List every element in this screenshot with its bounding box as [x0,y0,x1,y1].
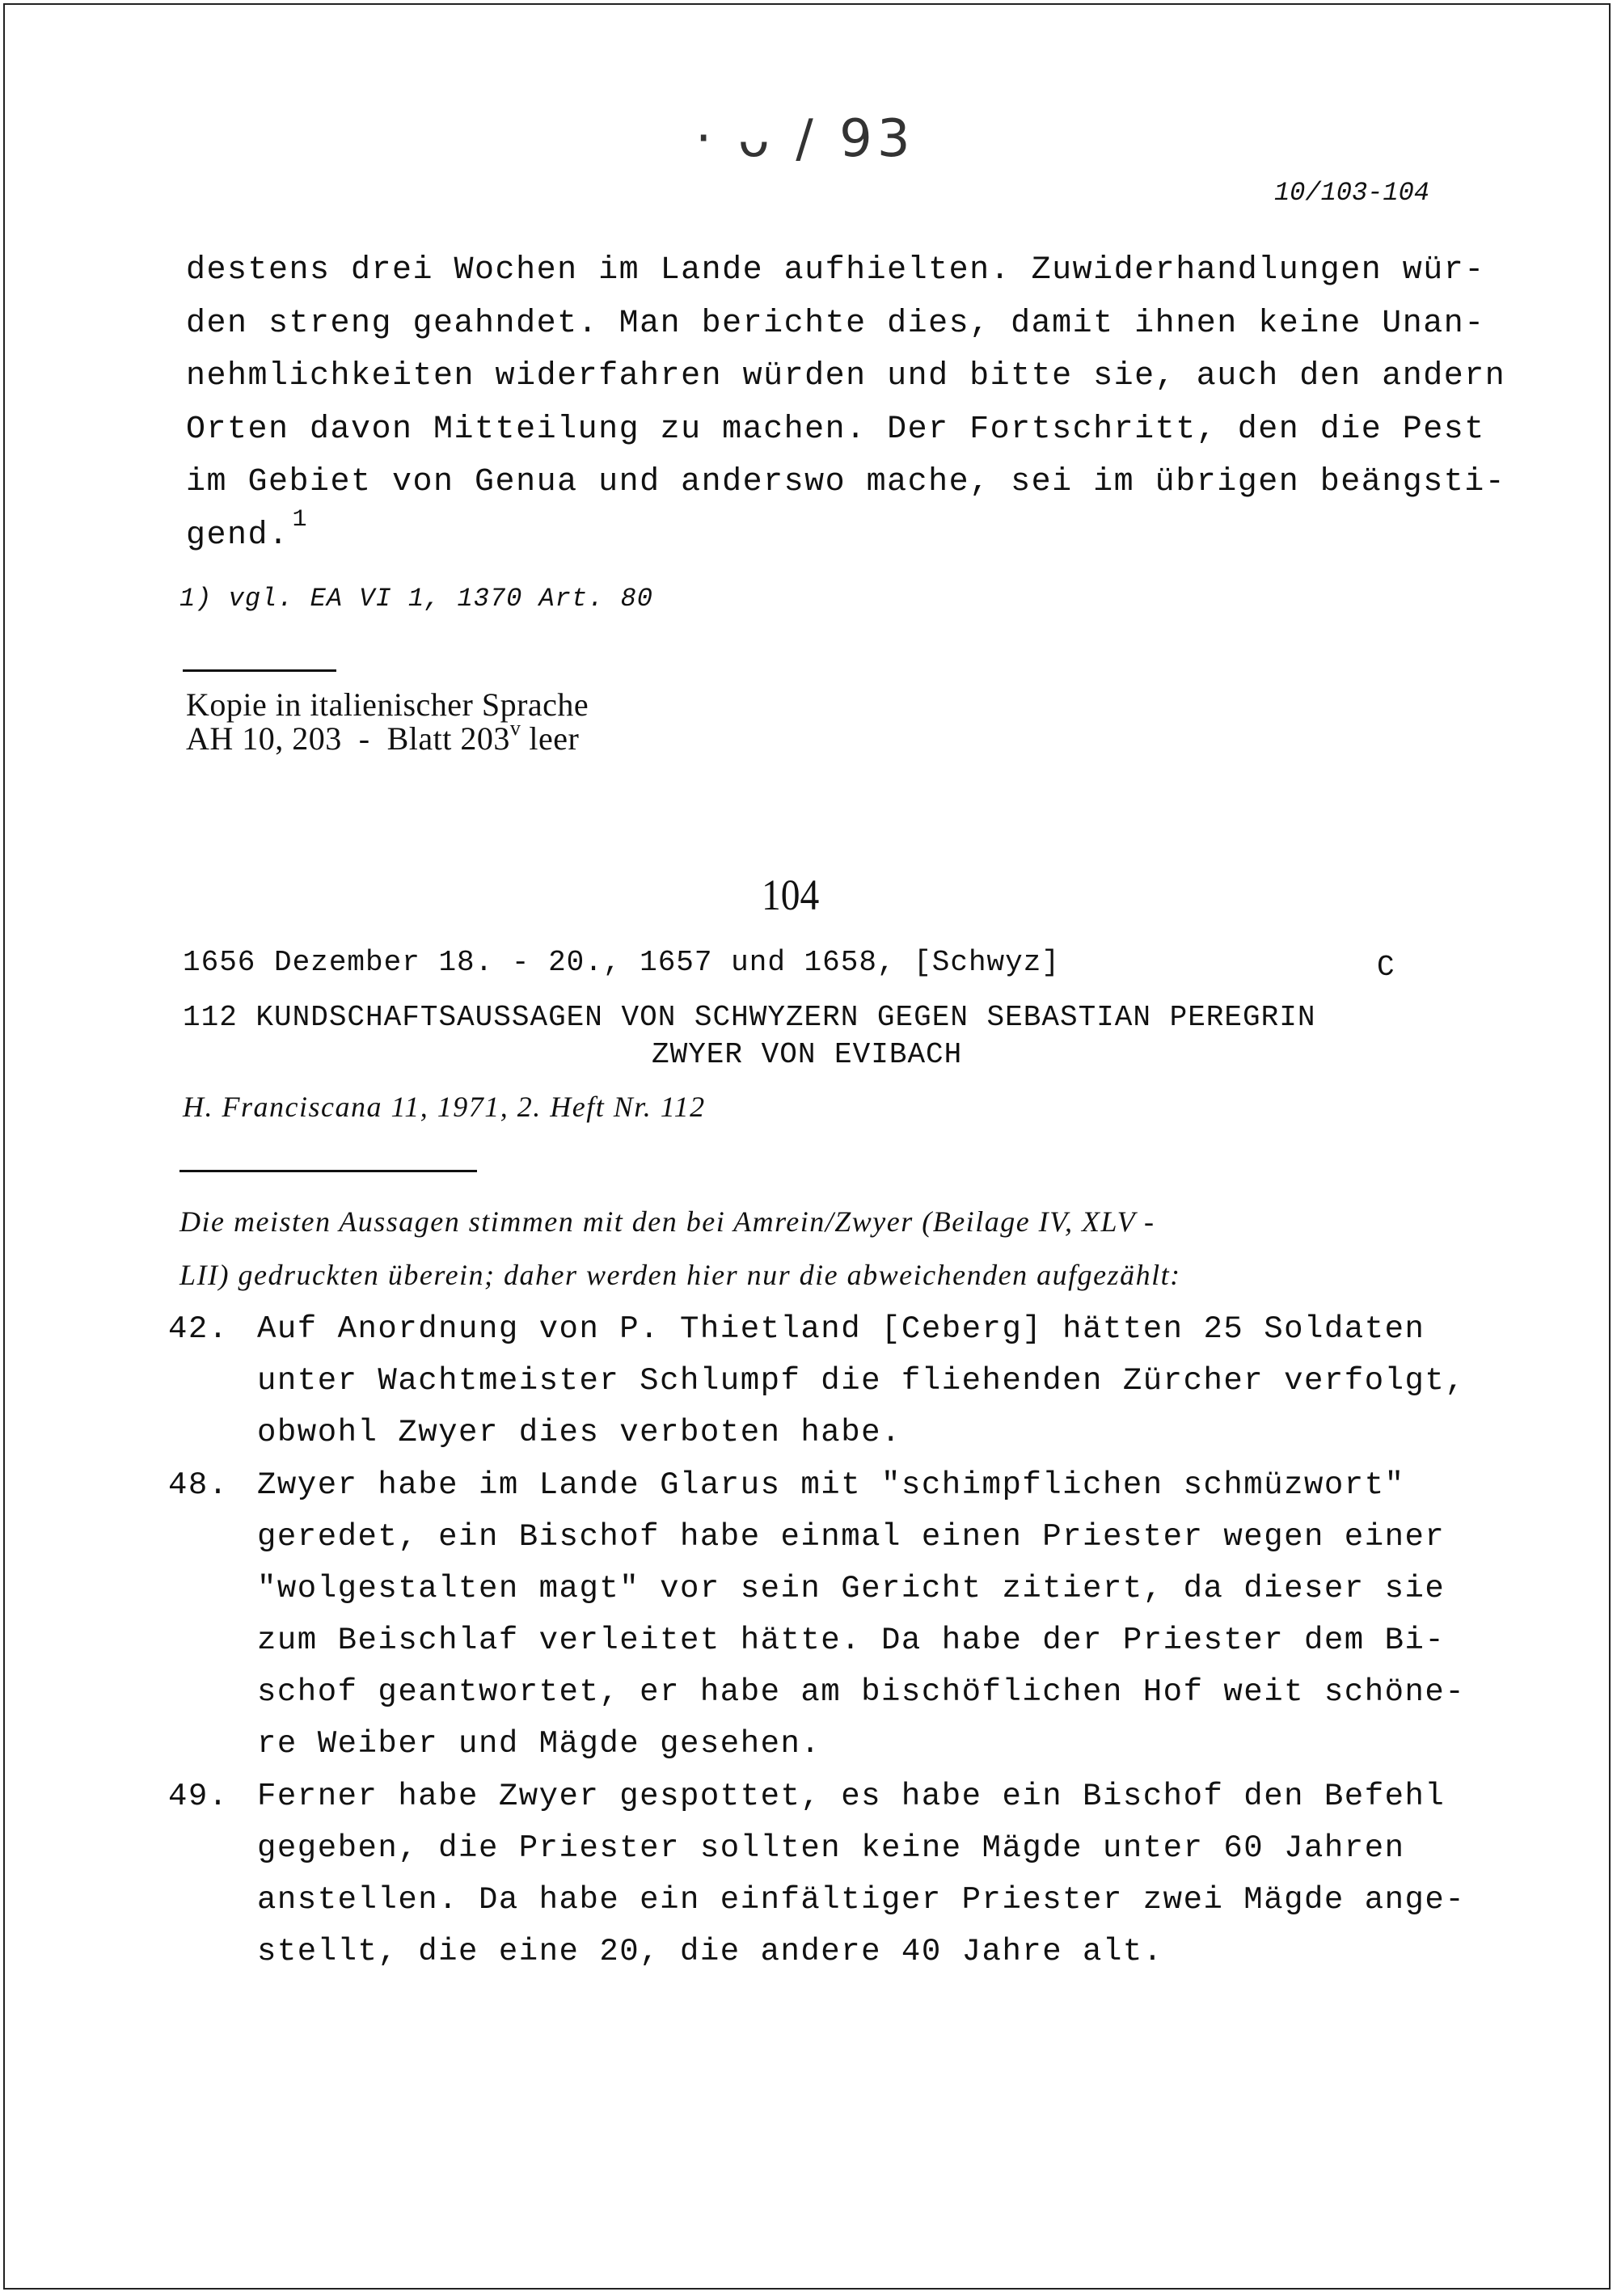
footnote-marker: 1 [292,506,309,534]
intro-line: im Gebiet von Genua und anderswo mache, sei im übrigen beängsti- [186,464,1506,500]
item-line: schof geantwortet, er habe am bischöflichen Hof weit schöne- [257,1674,1466,1710]
item-line: unter Wachtmeister Schlumpf die fliehenden Zürcher verfolgt, [257,1363,1466,1399]
note-line: LII) gedruckten überein; daher werden hier nur die abweichenden aufgezählt: [179,1259,1181,1291]
page-reference: 10/103-104 [1273,178,1429,208]
item-line: obwohl Zwyer dies verboten habe. [257,1415,901,1450]
intro-line: Orten davon Mitteilung zu machen. Der Fortschritt, den die Pest [186,412,1485,448]
document-number: 104 [762,871,820,919]
copy-note-line1: Kopie in italienischer Sprache [186,686,589,723]
item-line: Ferner habe Zwyer gespottet, es habe ein Bischof den Befehl [257,1779,1446,1814]
header-divider [179,1170,477,1172]
verso-mark: v [509,716,521,740]
header-letter: C [1377,951,1395,984]
item-number: 49. [168,1779,229,1814]
item-line: "wolgestalten magt" vor sein Gericht zitiert, da dieser sie [257,1571,1446,1606]
handwritten-annotation: · ᴗ ∕ 93 [695,109,915,169]
item-number: 42. [168,1311,229,1347]
copy-note-line2 [186,716,580,758]
header-title-line1: 112 KUNDSCHAFTSAUSSAGEN VON SCHWYZERN GEGEN SEBASTIAN PEREGRIN [183,1001,1316,1034]
item-line: gegeben, die Priester sollten keine Mägde unter 60 Jahren [257,1830,1405,1866]
note-line: Die meisten Aussagen stimmen mit den bei Amrein/Zwyer (Beilage IV, XLV - [179,1205,1155,1238]
item-line: Zwyer habe im Lande Glarus mit "schimpflichen schmüzwort" [257,1467,1405,1503]
item-number: 48. [168,1467,229,1503]
item-line: zum Beischlaf verleitet hätte. Da habe der Priester dem Bi- [257,1623,1446,1658]
item-line: stellt, die eine 20, die andere 40 Jahre alt. [257,1934,1163,1969]
intro-last-line [186,506,309,554]
header-date-place: 1656 Dezember 18. - 20., 1657 und 1658, [Schwyz] [183,946,1060,979]
copy-note-ref: AH 10, 203 - Blatt 203 [186,720,510,757]
item-line: anstellen. Da habe ein einfältiger Priester zwei Mägde ange- [257,1882,1466,1918]
copy-note-leer: leer [529,720,580,757]
intro-line: nehmlichkeiten widerfahren würden und bitte sie, auch den andern [186,358,1506,395]
intro-line: den streng geahndet. Man berichte dies, damit ihnen keine Unan- [186,306,1485,342]
item-line: geredet, ein Bischof habe einmal einen Priester wegen einer [257,1519,1446,1555]
header-title-line2: ZWYER VON EVIBACH [652,1038,963,1071]
footnote-divider [183,669,336,672]
footnote: 1) vgl. EA VI 1, 1370 Art. 80 [179,584,653,614]
item-line: Auf Anordnung von P. Thietland [Ceberg] hätten 25 Soldaten [257,1311,1425,1347]
intro-last-text: gend. [186,517,289,554]
intro-line: destens drei Wochen im Lande aufhielten. Zuwiderhandlungen wür- [186,252,1485,289]
header-source: H. Franciscana 11, 1971, 2. Heft Nr. 112 [183,1091,706,1123]
item-line: re Weiber und Mägde gesehen. [257,1726,821,1762]
